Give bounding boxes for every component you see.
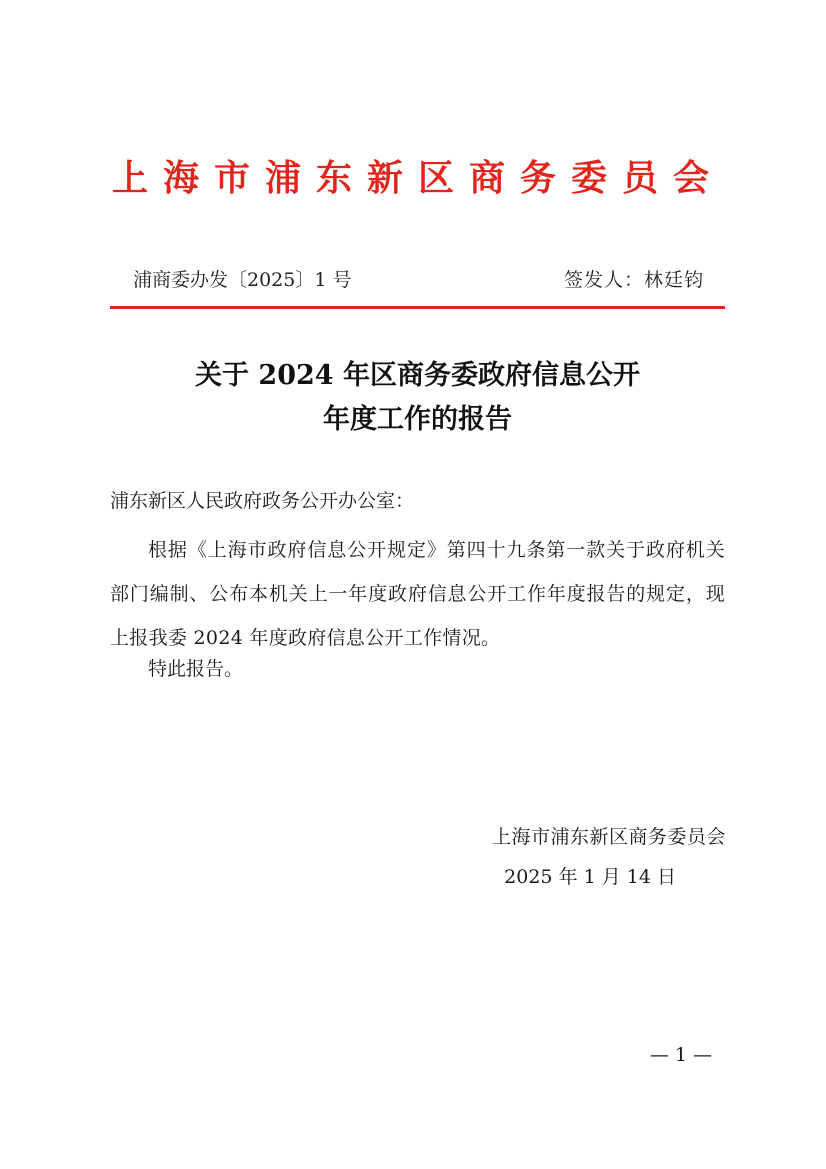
page-number: — 1 —: [649, 1044, 712, 1066]
signer: 签发人：林廷钧: [563, 269, 704, 291]
document-number: 浦商委办发〔2025〕1 号: [133, 269, 352, 291]
document-title: [110, 354, 725, 442]
signature-organization: 上海市浦东新区商务委员会: [491, 826, 726, 848]
closing-line: 特此报告。: [148, 658, 244, 680]
document-title-line-2: 年度工作的报告: [323, 404, 512, 435]
signature-date: 2025 年 1 月 14 日: [504, 866, 676, 888]
body-paragraph: 根据《上海市政府信息公开规定》第四十九条第一款关于政府机关部门编制、公布本机关上一年度政府信息公开工作年度报告的规定，现上报我委 2024 年度政府信息公开工作情况。: [110, 539, 725, 649]
red-divider: [110, 306, 725, 309]
issuer-header: 上海市浦东新区商务委员会: [111, 158, 724, 199]
document-title-line-1: 关于 2024 年区商务委政府信息公开: [195, 360, 640, 391]
recipient: 浦东新区人民政府政务公开办公室：: [110, 490, 415, 512]
